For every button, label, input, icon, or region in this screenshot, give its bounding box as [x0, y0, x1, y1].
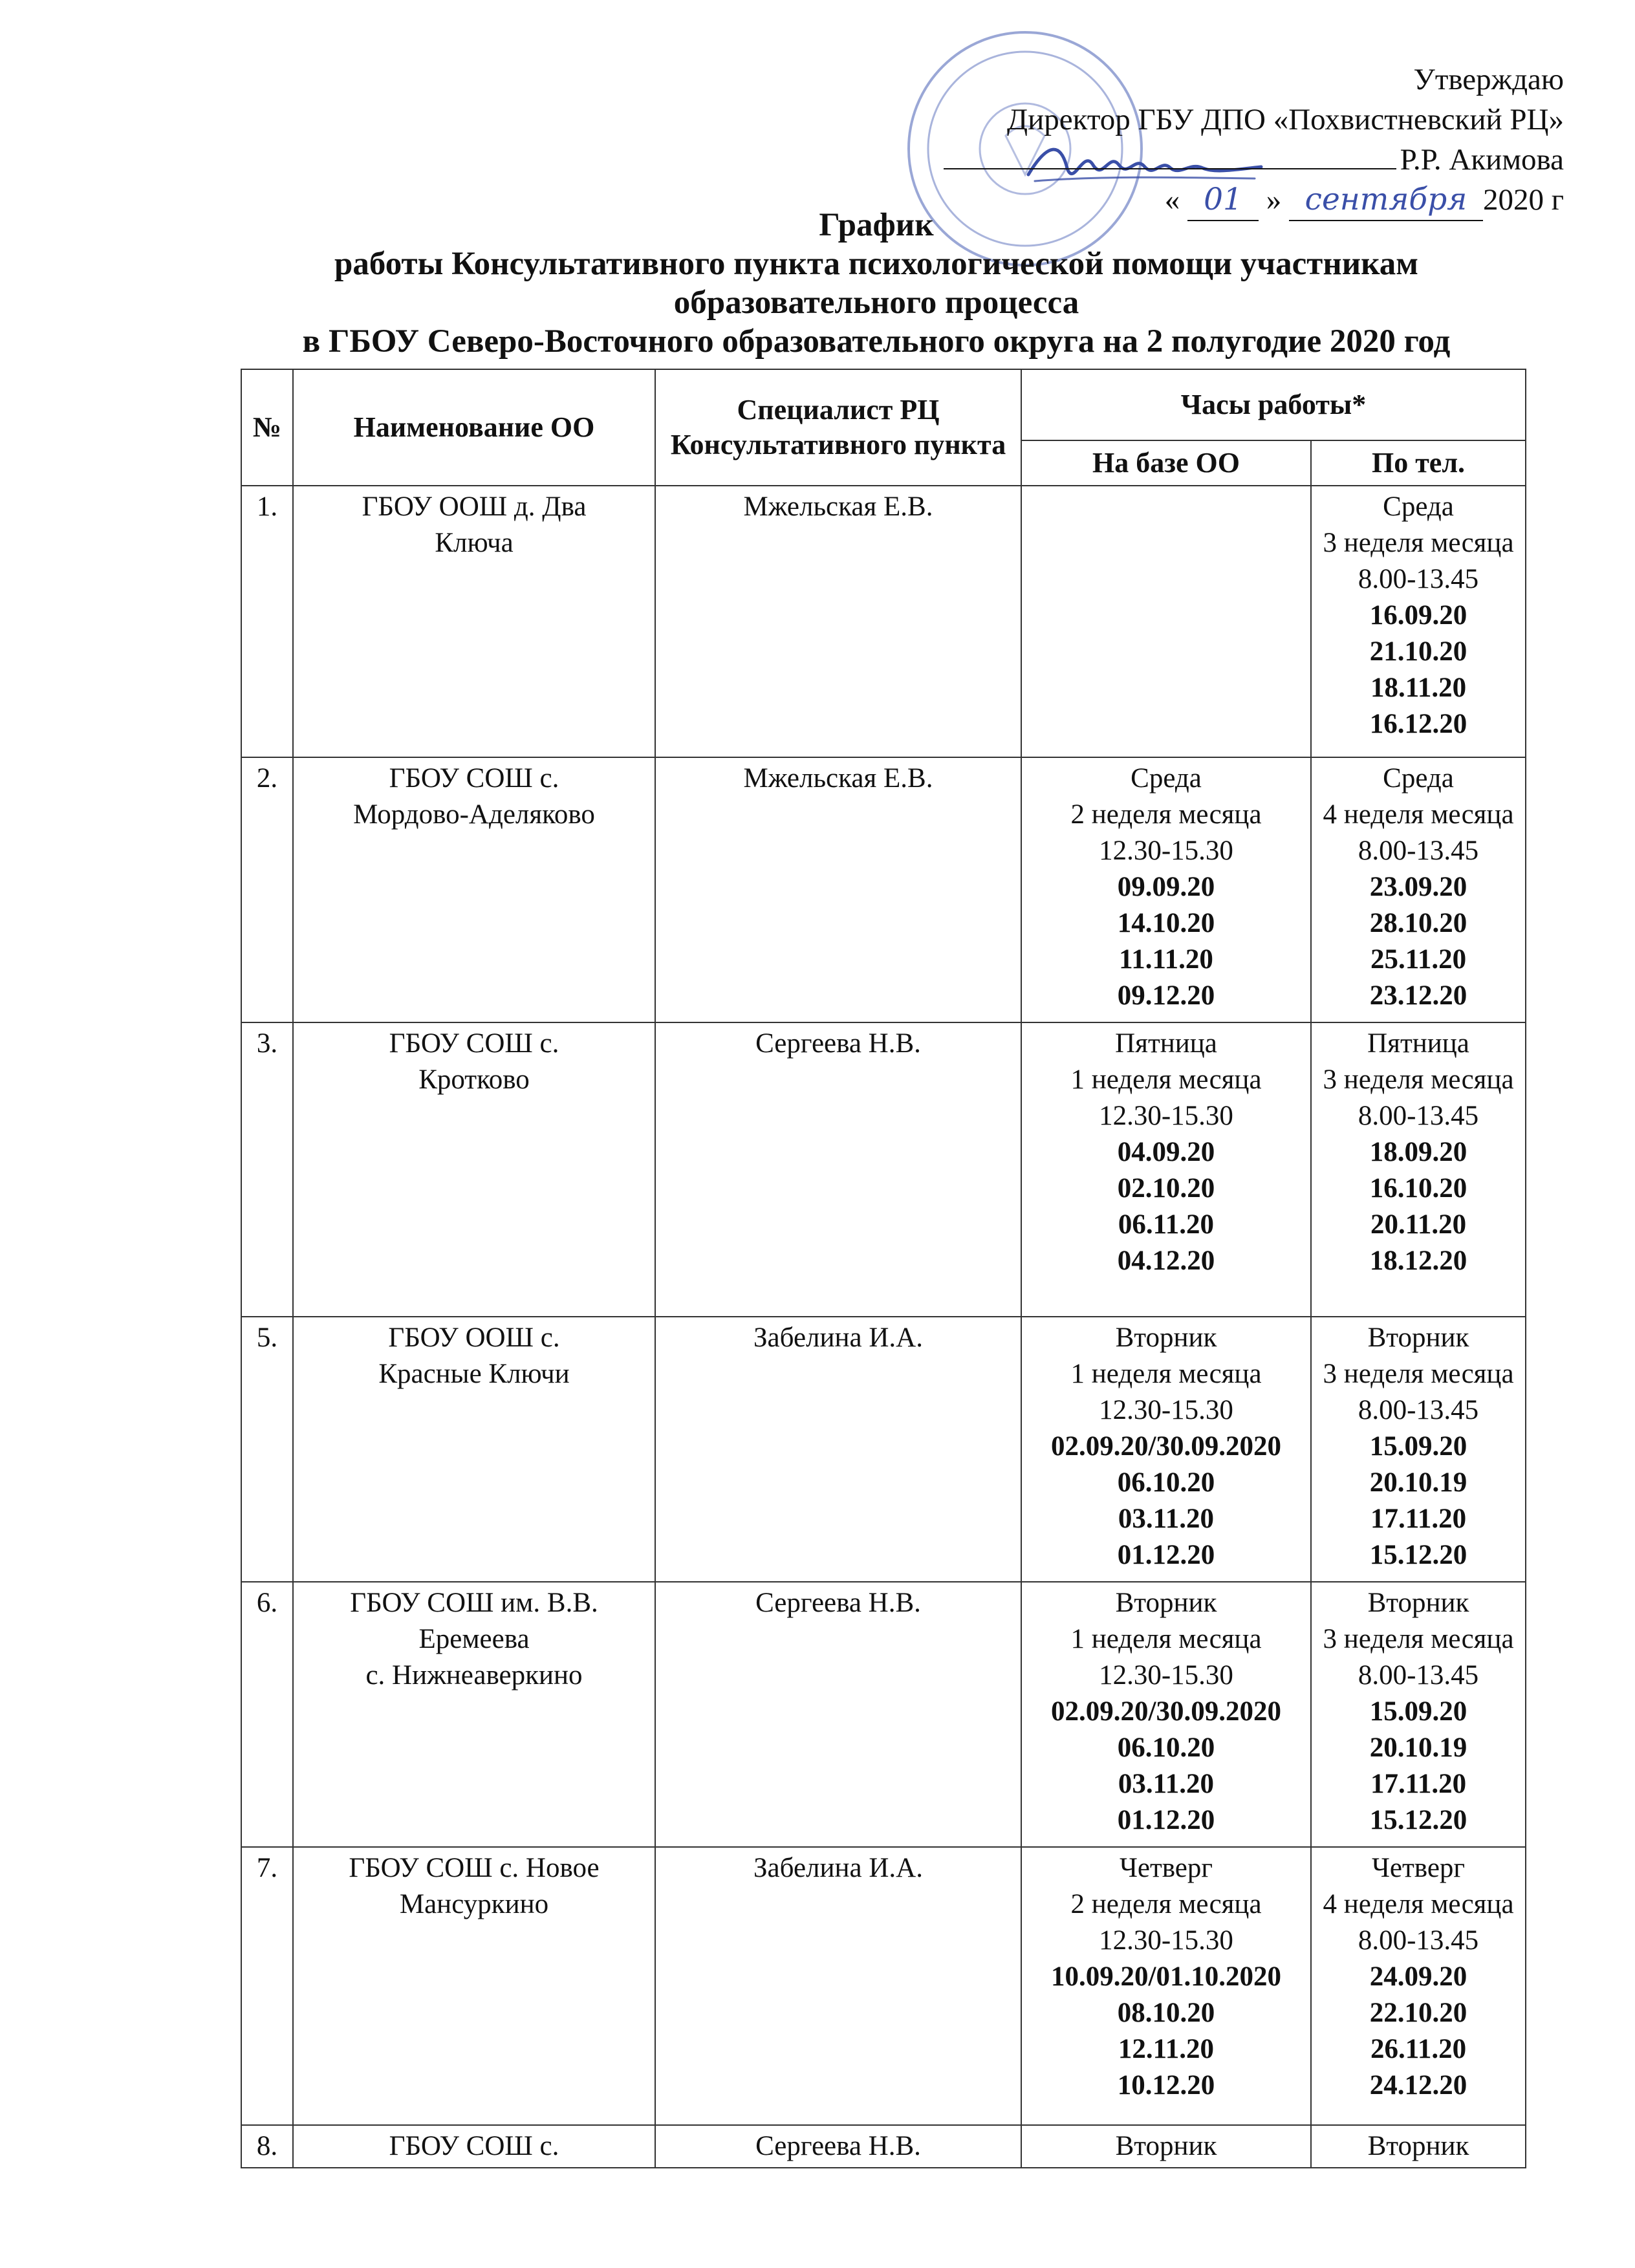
phone-schedule-line: 8.00-13.45 — [1358, 1101, 1479, 1131]
approve-word: Утверждаю — [1413, 63, 1564, 96]
document-title — [213, 206, 1539, 361]
base-date: 09.12.20 — [1117, 980, 1215, 1011]
phone-schedule-line: 8.00-13.45 — [1358, 1660, 1479, 1690]
title-line-2: работы Консультативного пункта психологической помощи участникам — [334, 246, 1418, 282]
phone-date: 15.09.20 — [1369, 1696, 1467, 1727]
org-name-line: Мордово-Аделяково — [353, 799, 595, 830]
org-name-line: ГБОУ СОШ с. — [389, 2131, 559, 2161]
row-number: 3. — [241, 1022, 293, 1317]
phone-hours-cell — [1311, 1582, 1526, 1847]
phone-date: 16.12.20 — [1369, 709, 1467, 739]
org-name-cell — [293, 1317, 655, 1582]
phone-date: 21.10.20 — [1369, 636, 1467, 667]
date-day: 01 — [1187, 180, 1259, 221]
base-date: 01.12.20 — [1117, 1540, 1215, 1570]
org-name-cell — [293, 2125, 655, 2168]
org-name-cell — [293, 1582, 655, 1847]
director-signature-line — [846, 140, 1564, 180]
approval-block — [846, 59, 1564, 221]
director-position: Директор ГБУ ДПО «Похвистневский РЦ» — [1007, 103, 1564, 136]
phone-date: 20.10.19 — [1369, 1467, 1467, 1498]
table-row — [241, 1317, 1526, 1582]
date-year: 2020 г — [1482, 183, 1564, 217]
table-row — [241, 2125, 1526, 2168]
phone-schedule-line: Пятница — [1367, 1028, 1469, 1059]
row-number: 6. — [241, 1582, 293, 1847]
base-schedule-line: Вторник — [1115, 1588, 1217, 1618]
base-schedule-line: 12.30-15.30 — [1099, 1925, 1233, 1956]
phone-schedule-line: 8.00-13.45 — [1358, 836, 1479, 866]
base-hours-cell — [1021, 486, 1311, 757]
base-date: 06.11.20 — [1118, 1209, 1215, 1240]
phone-date: 20.11.20 — [1370, 1209, 1467, 1240]
date-month: сентября — [1289, 180, 1483, 221]
phone-schedule-line: Вторник — [1367, 1323, 1469, 1353]
org-name-cell — [293, 1022, 655, 1317]
phone-date: 17.11.20 — [1370, 1769, 1467, 1799]
title-line-1: График — [819, 207, 934, 243]
phone-hours-cell — [1311, 757, 1526, 1022]
schedule-table — [241, 369, 1526, 2168]
phone-hours-cell — [1311, 1847, 1526, 2125]
base-schedule-line: Четверг — [1119, 1853, 1213, 1883]
phone-date: 24.12.20 — [1369, 2070, 1467, 2101]
phone-schedule-line: Четверг — [1371, 1853, 1466, 1883]
specialist-cell: Мжельская Е.В. — [655, 757, 1021, 1022]
director-name: Р.Р. Акимова — [1400, 143, 1564, 177]
base-date: 12.11.20 — [1118, 2034, 1215, 2064]
base-schedule-line: Среда — [1131, 763, 1202, 794]
phone-schedule-line: 3 неделя месяца — [1323, 1064, 1514, 1095]
base-date: 02.09.20/30.09.2020 — [1051, 1696, 1281, 1727]
org-name-line: Мансуркино — [399, 1889, 549, 1919]
header-num: № — [241, 369, 293, 486]
phone-schedule-line: Среда — [1383, 763, 1454, 794]
specialist-cell: Сергеева Н.В. — [655, 2125, 1021, 2168]
table-row — [241, 486, 1526, 757]
base-schedule-line: 12.30-15.30 — [1099, 836, 1233, 866]
phone-schedule-line: 3 неделя месяца — [1323, 528, 1514, 558]
phone-date: 23.12.20 — [1369, 980, 1467, 1011]
phone-schedule-line: 3 неделя месяца — [1323, 1359, 1514, 1389]
signature-underline — [944, 140, 1396, 169]
table-row — [241, 1847, 1526, 2125]
base-schedule-line: 1 неделя месяца — [1070, 1359, 1262, 1389]
base-date: 10.09.20/01.10.2020 — [1051, 1961, 1281, 1992]
phone-schedule-line: 4 неделя месяца — [1323, 1889, 1514, 1919]
base-date: 02.09.20/30.09.2020 — [1051, 1431, 1281, 1462]
base-date: 02.10.20 — [1117, 1173, 1215, 1204]
phone-schedule-line: 8.00-13.45 — [1358, 564, 1479, 594]
row-number: 8. — [241, 2125, 293, 2168]
base-date: 04.09.20 — [1117, 1137, 1215, 1167]
date-open-quote: « — [1164, 183, 1180, 217]
specialist-cell: Забелина И.А. — [655, 1317, 1021, 1582]
org-name-line: ГБОУ СОШ им. В.В. — [350, 1588, 598, 1618]
phone-date: 18.12.20 — [1369, 1246, 1467, 1276]
phone-date: 22.10.20 — [1369, 1998, 1467, 2028]
header-spec: Специалист РЦ Консультативного пункта — [655, 369, 1021, 486]
table-row — [241, 1582, 1526, 1847]
title-line-4: в ГБОУ Северо-Восточного образовательного округа на 2 полугодие 2020 год — [302, 323, 1451, 360]
base-date: 03.11.20 — [1118, 1504, 1215, 1534]
org-name-line: Кротково — [418, 1064, 530, 1095]
phone-date: 26.11.20 — [1370, 2034, 1467, 2064]
base-schedule-line: Пятница — [1115, 1028, 1217, 1059]
row-number: 7. — [241, 1847, 293, 2125]
phone-date: 16.10.20 — [1369, 1173, 1467, 1204]
phone-schedule-line: Вторник — [1367, 2131, 1469, 2161]
phone-schedule-line: 8.00-13.45 — [1358, 1395, 1479, 1425]
phone-schedule-line: 8.00-13.45 — [1358, 1925, 1479, 1956]
base-hours-cell — [1021, 757, 1311, 1022]
row-number: 1. — [241, 486, 293, 757]
org-name-line: Красные Ключи — [378, 1359, 570, 1389]
phone-date: 15.12.20 — [1369, 1540, 1467, 1570]
phone-hours-cell — [1311, 2125, 1526, 2168]
header-tel: По тел. — [1311, 440, 1526, 486]
org-name-line: ГБОУ СОШ с. — [389, 1028, 559, 1059]
phone-hours-cell — [1311, 486, 1526, 757]
specialist-cell: Забелина И.А. — [655, 1847, 1021, 2125]
specialist-cell: Сергеева Н.В. — [655, 1022, 1021, 1317]
org-name-cell — [293, 1847, 655, 2125]
phone-date: 15.09.20 — [1369, 1431, 1467, 1462]
phone-date: 18.09.20 — [1369, 1137, 1467, 1167]
org-name-line: ГБОУ СОШ с. Новое — [349, 1853, 600, 1883]
table-row — [241, 757, 1526, 1022]
base-schedule-line: 2 неделя месяца — [1070, 1889, 1262, 1919]
base-date: 06.10.20 — [1117, 1733, 1215, 1763]
base-schedule-line: Вторник — [1115, 2131, 1217, 2161]
base-hours-cell — [1021, 1582, 1311, 1847]
base-schedule-line: Вторник — [1115, 1323, 1217, 1353]
org-name-line: Ключа — [435, 528, 514, 558]
header-hours: Часы работы* — [1021, 369, 1526, 440]
base-schedule-line: 1 неделя месяца — [1070, 1624, 1262, 1654]
header-org: Наименование ОО — [293, 369, 655, 486]
phone-date: 16.09.20 — [1369, 600, 1467, 631]
phone-hours-cell — [1311, 1022, 1526, 1317]
table-row — [241, 1022, 1526, 1317]
org-name-line: Еремеева — [418, 1624, 530, 1654]
org-name-line: ГБОУ ООШ д. Два — [362, 491, 587, 522]
header-base: На базе ОО — [1021, 440, 1311, 486]
base-schedule-line: 12.30-15.30 — [1099, 1395, 1233, 1425]
base-date: 08.10.20 — [1117, 1998, 1215, 2028]
base-hours-cell — [1021, 1847, 1311, 2125]
org-name-cell — [293, 486, 655, 757]
base-schedule-line: 12.30-15.30 — [1099, 1660, 1233, 1690]
phone-date: 15.12.20 — [1369, 1805, 1467, 1835]
base-date: 14.10.20 — [1117, 908, 1215, 938]
phone-hours-cell — [1311, 1317, 1526, 1582]
phone-date: 20.10.19 — [1369, 1733, 1467, 1763]
row-number: 2. — [241, 757, 293, 1022]
phone-date: 17.11.20 — [1370, 1504, 1467, 1534]
base-hours-cell — [1021, 1317, 1311, 1582]
phone-date: 28.10.20 — [1369, 908, 1467, 938]
phone-schedule-line: 4 неделя месяца — [1323, 799, 1514, 830]
base-schedule-line: 1 неделя месяца — [1070, 1064, 1262, 1095]
phone-schedule-line: Вторник — [1367, 1588, 1469, 1618]
base-date: 01.12.20 — [1117, 1805, 1215, 1835]
base-date: 11.11.20 — [1119, 944, 1213, 975]
specialist-cell: Сергеева Н.В. — [655, 1582, 1021, 1847]
org-name-cell — [293, 757, 655, 1022]
base-hours-cell — [1021, 2125, 1311, 2168]
table-header-row — [241, 369, 1526, 440]
date-close-quote: » — [1266, 183, 1282, 217]
phone-schedule-line: Среда — [1383, 491, 1454, 522]
row-number: 5. — [241, 1317, 293, 1582]
base-date: 06.10.20 — [1117, 1467, 1215, 1498]
base-date: 09.09.20 — [1117, 872, 1215, 902]
base-schedule-line: 2 неделя месяца — [1070, 799, 1262, 830]
base-date: 03.11.20 — [1118, 1769, 1215, 1799]
title-line-3: образовательного процесса — [673, 285, 1079, 321]
specialist-cell: Мжельская Е.В. — [655, 486, 1021, 757]
org-name-line: ГБОУ СОШ с. — [389, 763, 559, 794]
org-name-line: с. Нижнеаверкино — [365, 1660, 583, 1690]
phone-date: 24.09.20 — [1369, 1961, 1467, 1992]
base-hours-cell — [1021, 1022, 1311, 1317]
phone-schedule-line: 3 неделя месяца — [1323, 1624, 1514, 1654]
base-date: 04.12.20 — [1117, 1246, 1215, 1276]
phone-date: 18.11.20 — [1370, 673, 1467, 703]
base-schedule-line: 12.30-15.30 — [1099, 1101, 1233, 1131]
org-name-line: ГБОУ ООШ с. — [388, 1323, 560, 1353]
phone-date: 23.09.20 — [1369, 872, 1467, 902]
phone-date: 25.11.20 — [1370, 944, 1467, 975]
base-date: 10.12.20 — [1117, 2070, 1215, 2101]
